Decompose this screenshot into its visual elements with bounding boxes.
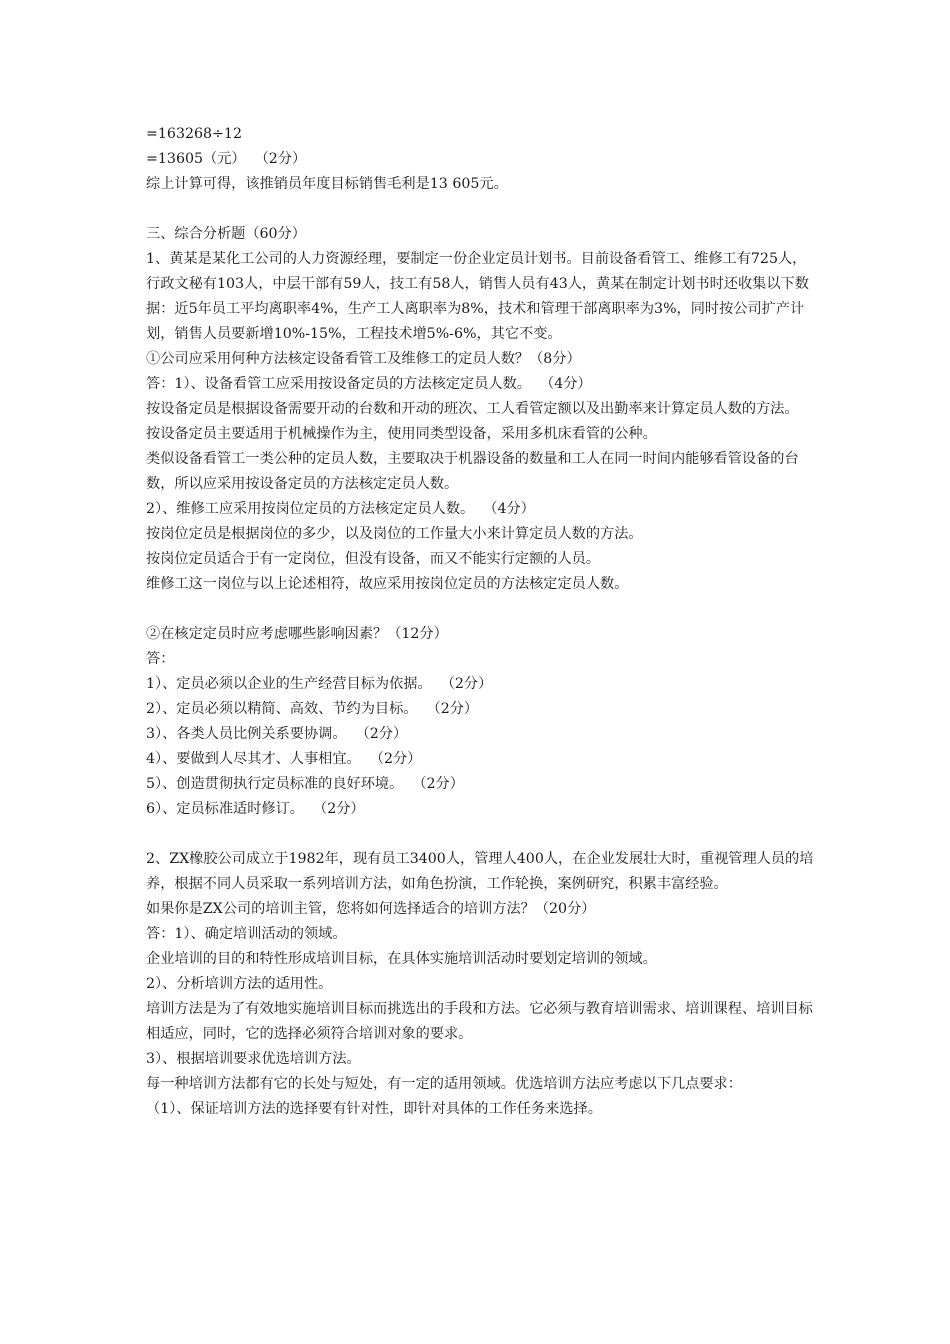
list-item: 1）、定员必须以企业的生产经营目标为依据。 （2分） <box>146 676 493 692</box>
calculation-result: =13605（元） （2分） <box>146 151 307 167</box>
spacer <box>146 597 814 622</box>
answer-paragraph: 企业培训的目的和特性形成培训目标，在具体实施培训活动时要划定培训的领域。 <box>146 951 657 967</box>
document-page <box>146 122 814 1122</box>
answer-paragraph: 按设备定员是根据设备需要开动的台数和开动的班次、工人看管定额以及出勤率来计算定员人数的方法。 <box>146 401 799 417</box>
spacer <box>146 197 814 222</box>
question-1-paragraph: 1、黄某是某化工公司的人力资源经理，要制定一份企业定员计划书。目前设备看管工、维修工有725人，行政文秘有103人，中层干部有59人，技工有58人，销售人员有43人，黄某在制定计划书时还收集以下数据：近5年员工平均离职率4%，生产工人离职率为8%，技术和管理干部离职率为3%，同时按公司扩产计划，销售人员要新增10%-15%，工程技术增5%-6%，其它不变。 <box>146 251 809 342</box>
list-item: 3）、各类人员比例关系要协调。 （2分） <box>146 726 408 742</box>
spacer <box>146 822 814 847</box>
answer-paragraph: 按岗位定员适合于有一定岗位，但没有设备，而又不能实行定额的人员。 <box>146 551 601 567</box>
section-title: 三、综合分析题（60分） <box>146 226 306 242</box>
question-2-paragraph: 2、ZX橡胶公司成立于1982年，现有员工3400人，管理人400人，在企业发展壮大时，重视管理人员的培养，根据不同人员采取一系列培训方法，如角色扮演，工作轮换，案例研究，积累丰富经验。 <box>146 851 814 892</box>
answer-paragraph: 答：1）、确定培训活动的领域。 <box>146 926 347 942</box>
answer-paragraph: （1）、保证培训方法的选择要有针对性，即针对具体的工作任务来选择。 <box>146 1101 602 1117</box>
answer-label: 答： <box>146 651 175 667</box>
answer-paragraph: 2）、维修工应采用按岗位定员的方法核定定员人数。 （4分） <box>146 501 535 517</box>
answer-paragraph: 维修工这一岗位与以上论述相符，故应采用按岗位定员的方法核定定员人数。 <box>146 576 629 592</box>
list-item: 2）、定员必须以精简、高效、节约为目标。 （2分） <box>146 701 479 717</box>
question-1-sub-2: ②在核定定员时应考虑哪些影响因素？（12分） <box>146 626 448 642</box>
answer-paragraph: 按设备定员主要适用于机械操作为主，使用同类型设备，采用多机床看管的公种。 <box>146 426 657 442</box>
conclusion-text: 综上计算可得，该推销员年度目标销售毛利是13 605元。 <box>146 176 508 192</box>
list-item: 5）、创造贯彻执行定员标准的良好环境。 （2分） <box>146 776 464 792</box>
answer-paragraph: 答：1）、设备看管工应采用按设备定员的方法核定定员人数。 （4分） <box>146 376 592 392</box>
question-1-sub-1: ①公司应采用何种方法核定设备看管工及维修工的定员人数？（8分） <box>146 351 581 367</box>
answer-paragraph: 类似设备看管工一类公种的定员人数，主要取决于机器设备的数量和工人在同一时间内能够看管设备的台数，所以应采用按设备定员的方法核定定员人数。 <box>146 451 799 492</box>
answer-paragraph: 3）、根据培训要求优选培训方法。 <box>146 1051 361 1067</box>
answer-paragraph: 2）、分析培训方法的适用性。 <box>146 976 333 992</box>
answer-paragraph: 按岗位定员是根据岗位的多少，以及岗位的工作量大小来计算定员人数的方法。 <box>146 526 643 542</box>
answer-paragraph: 每一种培训方法都有它的长处与短处，有一定的适用领域。优选培训方法应考虑以下几点要求： <box>146 1076 742 1092</box>
calculation-line: =163268÷12 <box>146 126 242 142</box>
answer-paragraph: 培训方法是为了有效地实施培训目标而挑选出的手段和方法。它必须与教育培训需求、培训课程、培训目标相适应，同时，它的选择必须符合培训对象的要求。 <box>146 1001 813 1042</box>
list-item: 6）、定员标准适时修订。 （2分） <box>146 801 365 817</box>
question-2-prompt: 如果你是ZX公司的培训主管，您将如何选择适合的培训方法？（20分） <box>146 901 596 917</box>
list-item: 4）、要做到人尽其才、人事相宜。 （2分） <box>146 751 422 767</box>
